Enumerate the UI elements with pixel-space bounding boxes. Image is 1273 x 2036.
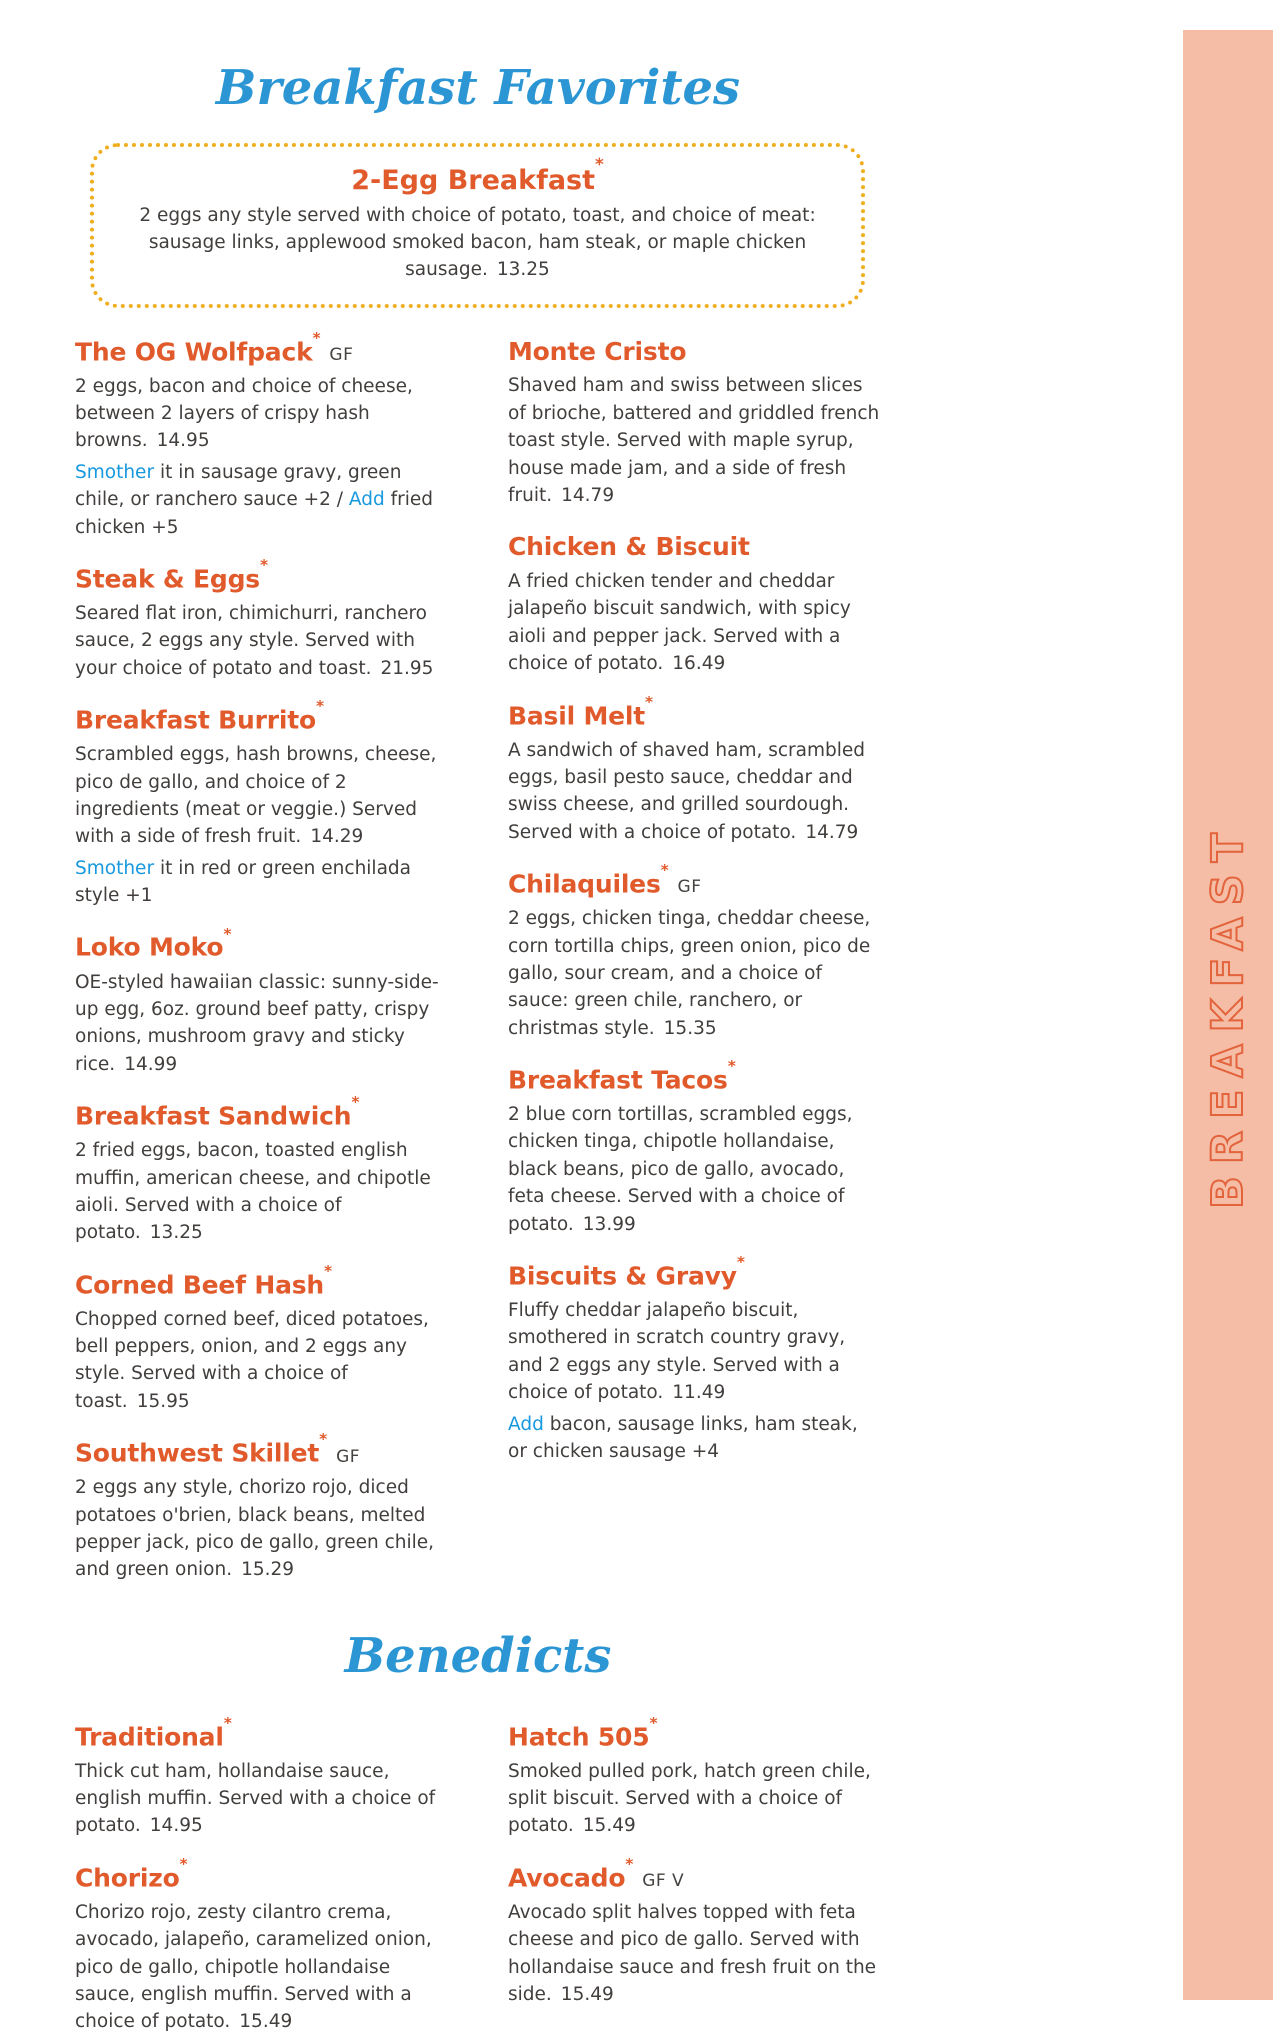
item-name-text: Traditional: [75, 1721, 224, 1751]
item-name-text: Basil Melt: [508, 700, 646, 730]
item-name-text: Breakfast Sandwich: [75, 1101, 352, 1131]
item-description-text: Thick cut ham, hollandaise sauce, english muffin. Served with a choice of potato.: [75, 1760, 436, 1837]
benedicts-column-left: [75, 1699, 448, 2036]
item-extra: [508, 1411, 881, 1466]
menu-item: [508, 692, 881, 847]
item-name: [508, 692, 881, 731]
menu-item: [508, 1057, 881, 1238]
asterisk: *: [595, 154, 604, 175]
extra-text: it in red or green enchilada style +1: [75, 857, 411, 907]
menu-item: [75, 1855, 448, 2036]
menu-item: [75, 556, 448, 682]
item-extra: [75, 459, 448, 541]
asterisk: *: [736, 1253, 745, 1272]
item-description-text: Chorizo rojo, zesty cilantro crema, avocado, jalapeño, caramelized onion, pico de gallo, chipotle hollandaise sauce, english muffin. Served with a choice of potato.: [75, 1901, 432, 2033]
menu-item: [75, 1261, 448, 1416]
asterisk: *: [351, 1093, 360, 1112]
item-name-text: Monte Cristo: [508, 336, 687, 366]
item-name: [75, 556, 448, 594]
item-description: [508, 737, 881, 847]
item-description: [75, 969, 448, 1079]
item-price: 13.99: [582, 1213, 636, 1235]
extra-action-word: Add: [508, 1413, 544, 1435]
item-description: [75, 1137, 448, 1247]
item-description-text: Shaved ham and swiss between slices of brioche, battered and griddled french toast style. Served with maple syrup, house made jam, and a side of fresh fruit.: [508, 375, 880, 506]
item-description: [75, 1758, 448, 1840]
featured-item-name: [128, 154, 827, 197]
item-description-text: Scrambled eggs, hash browns, cheese, pico de gallo, and choice of 2 ingredients (meat or veggie.) Served with a side of fresh fruit.: [75, 744, 437, 848]
asterisk: *: [625, 1855, 634, 1874]
item-name-text: Breakfast Burrito: [75, 705, 316, 735]
item-name: [508, 1713, 881, 1752]
asterisk: *: [312, 328, 321, 347]
menu-item: [508, 533, 881, 677]
item-description-text: Seared flat iron, chimichurri, ranchero sauce, 2 eggs any style. Served with your choice of potato and toast.: [75, 603, 428, 679]
item-description-text: Smoked pulled pork, hatch green chile, split biscuit. Served with a choice of potato.: [508, 1760, 871, 1837]
item-price: 15.95: [136, 1390, 190, 1412]
item-name: [75, 1430, 448, 1468]
item-description: [508, 1297, 881, 1407]
item-name-text: Corned Beef Hash: [75, 1269, 325, 1299]
item-description-text: 2 eggs, bacon and choice of cheese, between 2 layers of crispy hash browns.: [75, 375, 413, 452]
extra-text: fried chicken +5: [75, 489, 433, 538]
item-description: [508, 1899, 881, 2009]
featured-item-box: [90, 143, 865, 308]
item-description-text: A sandwich of shaved ham, scrambled eggs, basil pesto sauce, cheddar and swiss cheese, and grilled sourdough. Served with a choice of potato.: [508, 739, 866, 843]
item-name-text: Southwest Skillet: [75, 1438, 320, 1468]
item-description: [508, 1758, 881, 1840]
asterisk: *: [645, 692, 653, 711]
featured-item-price: 13.25: [496, 258, 550, 280]
menu-item: [508, 1855, 881, 2009]
dietary-tags: GF: [677, 877, 702, 898]
extra-text: it in sausage gravy, green chile, or ranchero sauce +2 /: [75, 461, 402, 511]
item-price: 14.79: [561, 484, 615, 506]
item-description: [75, 1899, 448, 2036]
item-description: [508, 905, 881, 1042]
featured-item-description: [128, 203, 827, 283]
item-price: 16.49: [672, 653, 726, 675]
asterisk: *: [223, 924, 232, 943]
asterisk: *: [319, 1430, 328, 1449]
benedicts-column-right: [508, 1699, 881, 2036]
asterisk: *: [223, 1713, 232, 1732]
item-name: [508, 1855, 881, 1893]
item-description-text: A fried chicken tender and cheddar jalapeño biscuit sandwich, with spicy aioli and pepper jack. Served with a choice of potato.: [508, 571, 851, 675]
menu-item: [75, 328, 448, 541]
item-description: [508, 568, 881, 678]
item-price: 14.99: [124, 1053, 178, 1075]
menu-item: [508, 1713, 881, 1840]
asterisk: *: [315, 697, 324, 716]
dietary-tags: GF: [329, 344, 354, 365]
item-price: 14.79: [805, 821, 859, 843]
item-price: 14.95: [149, 1815, 203, 1837]
item-price: 21.95: [380, 657, 434, 679]
featured-item-description-text: 2 eggs any style served with choice of potato, toast, and choice of meat: sausage links, applewood smoked bacon, ham steak, or maple chicken sausage.: [139, 205, 816, 280]
item-name-text: Chilaquiles: [508, 869, 661, 899]
menu-item: [508, 1253, 881, 1465]
item-name: [75, 924, 448, 962]
extra-action-word: Smother: [75, 461, 155, 483]
extra-action-word: Smother: [75, 857, 155, 879]
item-name-text: Chorizo: [75, 1863, 180, 1893]
menu-item: [75, 1713, 448, 1840]
item-price: 15.29: [241, 1559, 295, 1581]
menu-page: [75, 0, 881, 2036]
item-description: [75, 1474, 448, 1584]
item-extra: [75, 855, 448, 910]
item-description-text: 2 eggs, chicken tinga, cheddar cheese, corn tortilla chips, green onion, pico de gallo, sour cream, and a choice of sauce: green chile, ranchero, or christmas style.: [508, 908, 871, 1039]
menu-item: [508, 338, 881, 510]
item-description-text: Avocado split halves topped with feta cheese and pico de gallo. Served with hollandaise sauce and fresh fruit on the side.: [508, 1901, 877, 2005]
item-description-text: 2 blue corn tortillas, scrambled eggs, chicken tinga, chipotle hollandaise, black beans, pico de gallo, avocado, feta cheese. Served with a choice of potato.: [508, 1104, 853, 1235]
item-price: 14.29: [310, 826, 364, 848]
item-description: [75, 373, 448, 455]
item-name-text: Avocado: [508, 1863, 626, 1893]
item-price: 14.95: [156, 430, 210, 452]
dietary-tags: GF V: [642, 1871, 685, 1892]
item-name: [508, 338, 881, 367]
item-name: [75, 1261, 448, 1300]
item-name-text: Biscuits & Gravy: [508, 1261, 737, 1291]
item-name-text: Breakfast Tacos: [508, 1065, 728, 1095]
dietary-tags: GF: [336, 1446, 361, 1467]
item-description-text: OE-styled hawaiian classic: sunny-side-up egg, 6oz. ground beef patty, crispy onions, mushroom gravy and sticky rice.: [75, 971, 439, 1075]
item-name: [75, 1855, 448, 1893]
item-price: 15.49: [239, 2011, 293, 2033]
item-name: [75, 697, 448, 735]
item-name: [508, 861, 881, 899]
item-description: [75, 1306, 448, 1416]
breakfast-items: [75, 314, 881, 1584]
item-description-text: Fluffy cheddar jalapeño biscuit, smothered in scratch country gravy, and 2 eggs any style. Served with a choice of potato.: [508, 1300, 846, 1404]
item-name: [508, 1057, 881, 1095]
asterisk: *: [727, 1057, 736, 1076]
item-description: [75, 600, 448, 682]
menu-item: [75, 1430, 448, 1584]
item-description: [75, 741, 448, 851]
featured-item-name-text: 2-Egg Breakfast: [351, 164, 596, 196]
asterisk: *: [324, 1261, 332, 1280]
benedicts-items: [75, 1699, 881, 2036]
item-name-text: Hatch 505: [508, 1721, 650, 1751]
item-description: [508, 372, 881, 509]
benedicts-title: Benedicts: [344, 1627, 612, 1684]
item-name-text: Loko Moko: [75, 932, 224, 962]
item-name: [75, 1713, 448, 1752]
item-name-text: Chicken & Biscuit: [508, 532, 750, 562]
item-price: 11.49: [672, 1382, 726, 1404]
menu-item: [508, 861, 881, 1042]
menu-item: [75, 1093, 448, 1247]
item-description-text: 2 fried eggs, bacon, toasted english muffin, american cheese, and chipotle aioli. Served with a choice of potato.: [75, 1140, 431, 1244]
menu-column-right: [508, 314, 881, 1584]
item-name-text: The OG Wolfpack: [75, 336, 313, 366]
extra-text: bacon, sausage links, ham steak, or chicken sausage +4: [508, 1413, 858, 1462]
item-name: [75, 328, 448, 367]
asterisk: *: [259, 556, 268, 575]
item-price: 15.49: [582, 1815, 636, 1837]
item-description-text: Chopped corned beef, diced potatoes, bell peppers, onion, and 2 eggs any style. Served with a choice of toast.: [75, 1308, 429, 1412]
asterisk: *: [649, 1713, 658, 1732]
sidebar-label: BREAKFAST: [1203, 821, 1253, 1209]
item-name-text: Steak & Eggs: [75, 564, 260, 594]
item-description: [508, 1101, 881, 1238]
breakfast-section-banner: [1183, 30, 1273, 2000]
menu-column-left: [75, 314, 448, 1584]
item-name: [75, 1093, 448, 1131]
item-price: 13.25: [149, 1222, 203, 1244]
item-price: 15.35: [663, 1017, 717, 1039]
item-price: 15.49: [560, 1984, 614, 2005]
asterisk: *: [179, 1855, 188, 1874]
extra-action-word: Add: [348, 489, 385, 511]
breakfast-favorites-title: Breakfast Favorites: [215, 60, 741, 116]
item-description-text: 2 eggs any style, chorizo rojo, diced potatoes o'brien, black beans, melted pepper jack, pico de gallo, green chile, and green onion.: [75, 1477, 435, 1581]
menu-item: [75, 924, 448, 1078]
item-name: [508, 533, 881, 562]
item-name: [508, 1253, 881, 1291]
menu-item: [75, 697, 448, 909]
asterisk: *: [660, 861, 669, 880]
